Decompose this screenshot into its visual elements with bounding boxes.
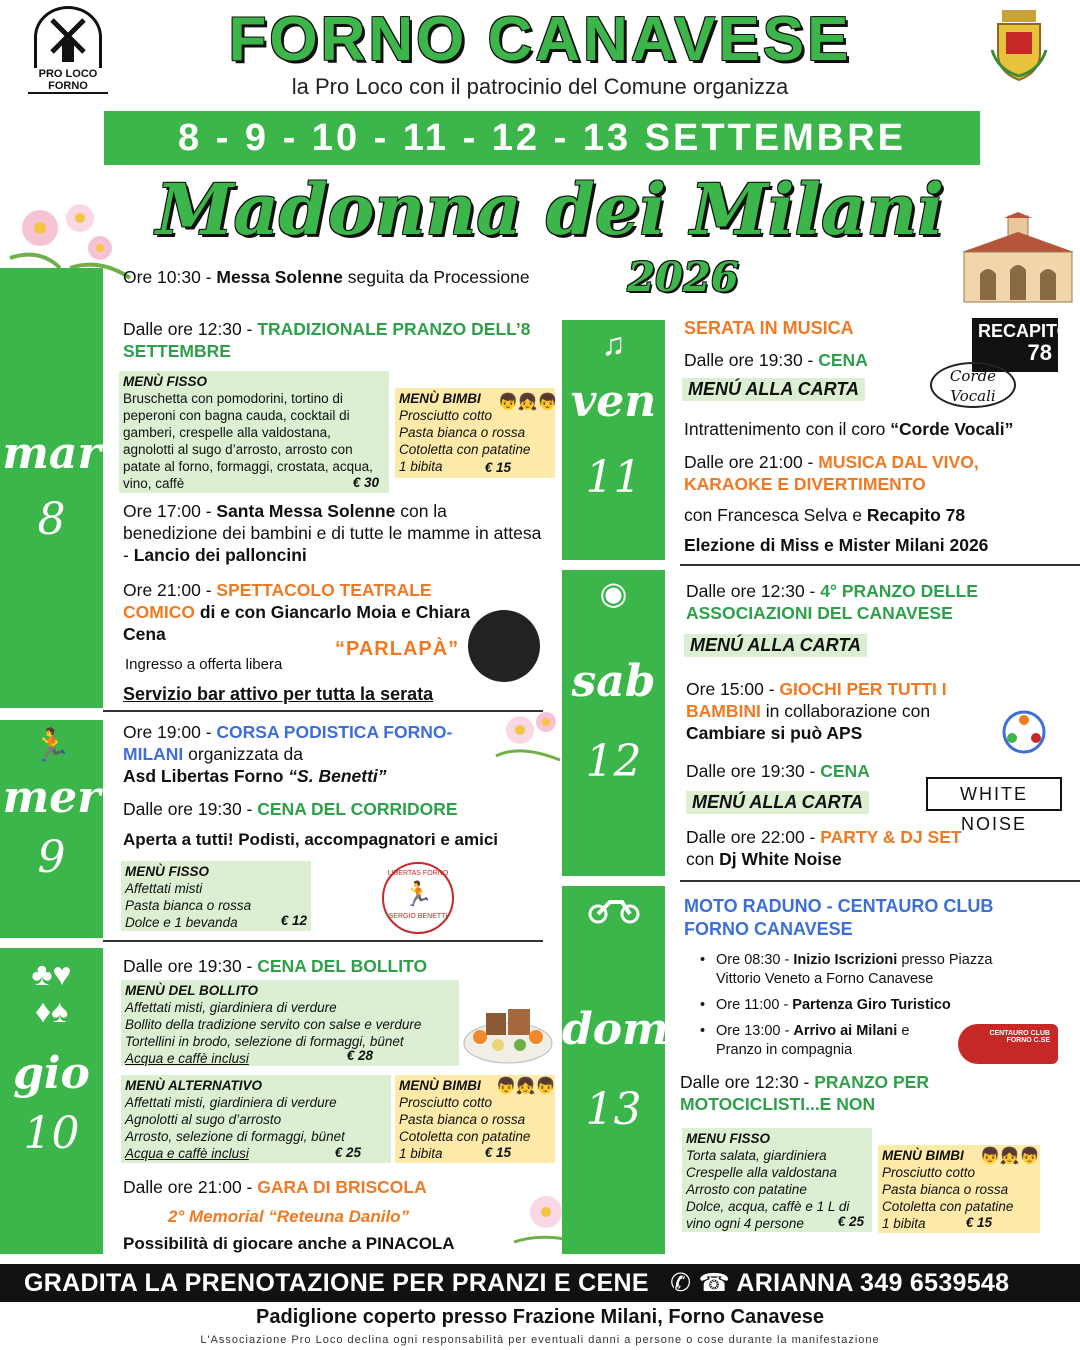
event-time: Ore 19:00 -	[123, 722, 217, 742]
menu-label: MENU FISSO	[686, 1131, 771, 1146]
ven-event-4-detail	[684, 504, 1074, 526]
event-title: CENA	[818, 350, 868, 370]
schedule-time: Ore 11:00 -	[716, 997, 793, 1013]
event-detail: Intrattenimento con il coro	[684, 419, 891, 439]
menu-item: Torta salata, giardiniera	[686, 1148, 827, 1163]
day-name: sab	[571, 656, 656, 707]
event-title: MUSICA DAL VIVO, KARAOKE E DIVERTIMENTO	[684, 452, 979, 494]
comune-crest-icon	[988, 10, 1050, 82]
menu-item: Prosciutto cotto	[882, 1165, 976, 1180]
kids-icon: 👦👧👦	[980, 1148, 1040, 1165]
page-title: FORNO CANAVESE	[228, 5, 852, 74]
event-title: CORSA PODISTICA FORNO-MILANI	[123, 722, 453, 764]
show-name: “PARLAPÀ”	[335, 638, 460, 660]
organizer: Asd Libertas Forno	[123, 766, 289, 786]
schedule-item	[700, 1022, 940, 1060]
menu-item: Acqua e caffè inclusi	[125, 1146, 249, 1161]
menu-price: € 30	[352, 475, 379, 490]
event-title: TRADIZIONALE PRANZO DELL’8 SETTEMBRE	[123, 319, 531, 361]
contact-phone[interactable]: ARIANNA 349 6539548	[736, 1269, 1010, 1297]
gio-event-1	[123, 955, 543, 977]
organizer-name: “S. Benetti”	[288, 766, 387, 786]
menu-price: € 25	[334, 1145, 361, 1160]
day-bar-mar	[0, 268, 103, 708]
event-heading: Madonna dei Milani	[156, 168, 944, 251]
event-time: Dalle ore 19:30 -	[684, 350, 819, 370]
corde-vocali-logo: Corde Vocali	[930, 362, 1016, 408]
logo-number: 78	[1027, 340, 1052, 365]
event-time: Ore 21:00 -	[123, 580, 217, 600]
whatsapp-icon: ✆	[670, 1269, 692, 1297]
mer-note: Aperta a tutti! Podisti, accompagnatori e amici	[123, 830, 499, 849]
menu-item: Crespelle alla valdostana	[686, 1165, 837, 1180]
day-number: 9	[37, 832, 66, 883]
day-number: 13	[585, 1084, 642, 1135]
divider	[103, 710, 543, 712]
event-title: Santa Messa Solenne	[216, 501, 396, 521]
schedule-detail: presso Piazza Vittorio Veneto a Forno Canavese	[716, 952, 993, 987]
day-name: dom	[562, 1004, 669, 1055]
sab-menu-alla-carta-1: MENÚ ALLA CARTA	[684, 634, 867, 657]
day-bar-gio	[0, 948, 103, 1254]
entry-note: Ingresso a offerta libera	[125, 656, 283, 673]
bollito-dish-icon	[462, 985, 554, 1067]
windmill-icon	[46, 16, 90, 64]
event-year: 2026	[627, 254, 739, 301]
ven-event-4	[684, 451, 1064, 495]
event-detail: in collaborazione con	[760, 701, 931, 721]
event-time: Ore 17:00 -	[123, 501, 217, 521]
menu-item: Pasta bianca o rossa	[399, 1112, 526, 1127]
schedule-time: Ore 13:00 -	[716, 1023, 794, 1039]
choir-name: “Corde Vocali”	[890, 419, 1014, 439]
phone-icon: ☎	[698, 1269, 731, 1297]
centauro-logo: CENTAURO CLUB FORNO C.SE	[958, 1024, 1058, 1064]
event-time: Ore 10:30 -	[123, 267, 217, 287]
menu-item: 1 bibita	[882, 1216, 926, 1231]
card-suits-icon: ♣♥ ♦♠	[31, 956, 72, 1029]
event-time: Dalle ore 21:00 -	[123, 1177, 258, 1197]
menu-item: Cotoletta con patatine	[399, 1129, 531, 1144]
menu-price: € 15	[484, 1145, 511, 1160]
logo-line1: PRO LOCO	[38, 68, 98, 80]
day-name: gio	[13, 1048, 90, 1099]
bar-note: Servizio bar attivo per tutta la serata	[123, 684, 434, 704]
dates-banner: 8 - 9 - 10 - 11 - 12 - 13 SETTEMBRE	[104, 111, 980, 165]
event-title: Messa Solenne	[216, 267, 343, 287]
mar-event-1	[123, 266, 543, 288]
event-title: CENA DEL BOLLITO	[257, 956, 428, 976]
mar-event-2	[123, 318, 543, 362]
day-bar-mer	[0, 720, 103, 938]
day-name: ven	[570, 376, 657, 427]
menu-price: € 12	[280, 913, 307, 928]
menu-price: € 15	[965, 1215, 992, 1230]
event-time: Ore 15:00 -	[686, 679, 780, 699]
menu-label: MENÙ BIMBI	[882, 1148, 964, 1163]
sab-menu-alla-carta-2: MENÚ ALLA CARTA	[686, 791, 869, 814]
badge-bottom: SERGIO BENETTI	[388, 913, 448, 920]
event-detail: di e con Giancarlo Moia e Chiara Cena	[123, 602, 471, 644]
menu-item: Affettati misti, giardiniera di verdure	[125, 1095, 337, 1110]
partner-name: Cambiare si può APS	[686, 723, 863, 743]
schedule-title: Arrivo ai Milani	[793, 1023, 898, 1039]
event-detail: con la benedizione dei bambini e di tutte le mamme in attesa -	[123, 501, 542, 565]
kids-icon: 👦👧👦	[496, 1078, 556, 1095]
menu-item: Prosciutto cotto	[399, 1095, 493, 1110]
event-detail: organizzata da	[183, 744, 303, 764]
menu-label: MENÙ FISSO	[125, 864, 210, 879]
menu-item: Affettati misti, giardiniera di verdure	[125, 1000, 337, 1015]
sab-event-2	[686, 678, 986, 744]
gio-event-2	[123, 1176, 543, 1198]
menu-label: MENÙ FISSO	[123, 374, 208, 389]
dom-menu-fisso	[682, 1128, 872, 1232]
day-bar-dom	[562, 886, 669, 1254]
menu-label: MENÙ ALTERNATIVO	[125, 1078, 262, 1093]
menu-price: € 28	[346, 1048, 373, 1063]
event-highlight: Lancio dei palloncini	[133, 545, 307, 565]
ven-event-5: Elezione di Miss e Mister Milani 2026	[684, 535, 989, 555]
event-detail: con Francesca Selva e	[684, 505, 867, 525]
menu-label: MENÙ BIMBI	[399, 1078, 481, 1093]
mer-event-1	[123, 721, 483, 787]
menu-price: € 15	[484, 460, 511, 475]
divider	[680, 880, 1080, 882]
mar-event-4	[123, 579, 483, 645]
ven-menu-alla-carta: MENÚ ALLA CARTA	[682, 378, 865, 401]
event-title: 4° PRANZO DELLE ASSOCIAZIONI DEL CANAVESE	[686, 581, 978, 623]
libertas-badge	[382, 862, 454, 934]
menu-item: Pasta bianca o rossa	[399, 425, 526, 440]
ven-event-1: SERATA IN MUSICA	[684, 318, 854, 338]
gio-menu-bollito	[121, 980, 459, 1066]
runner-icon: 🏃	[31, 727, 72, 763]
dj-name: Dj White Noise	[719, 849, 842, 869]
menu-item: vino ogni 4 persone	[686, 1216, 804, 1231]
event-time: Dalle ore 22:00 -	[686, 827, 821, 847]
event-title: SPETTACOLO TEATRALE COMICO	[123, 580, 432, 622]
event-detail: seguita da Processione	[342, 267, 530, 287]
badge-top: LIBERTAS FORNO	[387, 870, 449, 877]
menu-item: Prosciutto cotto	[399, 408, 493, 423]
day-number: 8	[37, 494, 66, 545]
menu-text: Bruschetta con pomodorini, tortino di peperoni con bagna cauda, cocktail di gamberi, crespelle alla valdostana, agnolotti al sugo d’arrosto, arrosto con patate al forno, formaggi, crostata, acqua, vino, caffè	[123, 391, 373, 491]
event-detail: con	[686, 849, 720, 869]
event-time: Dalle ore 19:30 -	[686, 761, 821, 781]
white-noise-logo: WHITE NOISE	[926, 777, 1062, 811]
church-icon	[958, 212, 1078, 304]
menu-item: 1 bibita	[399, 459, 443, 474]
menu-item: Affettati misti	[125, 881, 203, 896]
cambiare-logo-icon	[1000, 708, 1048, 756]
menu-item: Arrosto con patatine	[686, 1182, 807, 1197]
menu-item: Cotoletta con patatine	[882, 1199, 1014, 1214]
menu-item: Cotoletta con patatine	[399, 442, 531, 457]
dom-event-1: MOTO RADUNO - CENTAURO CLUB FORNO CANAVESE	[684, 896, 994, 939]
event-time: Dalle ore 21:00 -	[684, 452, 819, 472]
event-time: Dalle ore 12:30 -	[123, 319, 258, 339]
menu-label: MENÙ BIMBI	[399, 391, 481, 406]
booking-bar	[0, 1264, 1080, 1302]
menu-item: Pasta bianca o rossa	[882, 1182, 1009, 1197]
menu-item: Dolce, acqua, caffè e 1 L di	[686, 1199, 850, 1214]
logo-line2: FORNO	[28, 80, 108, 94]
event-time: Dalle ore 12:30 -	[686, 581, 821, 601]
divider	[103, 940, 543, 942]
day-name: mar	[2, 428, 101, 479]
divider	[680, 564, 1080, 566]
event-title: PARTY & DJ SET	[820, 827, 962, 847]
booking-text: GRADITA LA PRENOTAZIONE PER PRANZI E CENE	[24, 1269, 649, 1297]
event-time: Dalle ore 19:30 -	[123, 956, 258, 976]
logo-text: RECAPITO	[978, 321, 1071, 341]
mer-menu-fisso	[121, 861, 311, 931]
menu-item: Bollito della tradizione servito con salse e verdure	[125, 1017, 422, 1032]
event-title: GIOCHI PER TUTTI I BAMBINI	[686, 679, 947, 721]
schedule-item	[700, 996, 1040, 1015]
venue-text: Padiglione coperto presso Frazione Milani, Forno Canavese	[256, 1306, 824, 1328]
disclaimer: L'Associazione Pro Loco declina ogni responsabilità per eventuali danni a persone o cose durante la manifestazione	[200, 1334, 880, 1346]
event-title: CENA	[820, 761, 870, 781]
day-number: 10	[23, 1108, 80, 1159]
menu-item: Acqua e caffè inclusi	[125, 1051, 249, 1066]
pro-loco-logo	[28, 6, 108, 94]
gio-note: Possibilità di giocare anche a PINACOLA	[123, 1234, 455, 1253]
event-title: CENA DEL CORRIDORE	[257, 799, 458, 819]
gio-menu-alternativo	[121, 1075, 391, 1163]
schedule-title: Inizio Iscrizioni	[793, 952, 898, 968]
mer-event-2	[123, 798, 543, 820]
disco-ball-icon: ◉	[599, 575, 628, 611]
event-title: GARA DI BRISCOLA	[257, 1177, 427, 1197]
menu-item: Agnolotti al sugo d’arrosto	[125, 1112, 282, 1127]
day-bar-sab	[562, 570, 665, 876]
menu-price: € 25	[837, 1214, 864, 1229]
mar-menu-fisso	[119, 371, 389, 493]
music-note-icon: ♫	[601, 326, 626, 362]
day-bar-ven	[562, 320, 665, 560]
band-name: Recapito 78	[866, 505, 966, 525]
menu-item: Dolce e 1 bevanda	[125, 915, 238, 930]
kids-icon: 👦👧👦	[498, 394, 558, 411]
day-name: mer	[2, 772, 101, 823]
schedule-title: Partenza Giro Turistico	[792, 997, 951, 1013]
runners-icon: 🏃	[403, 881, 433, 908]
mar-event-3	[123, 500, 543, 566]
schedule-item	[700, 951, 1040, 989]
event-time: Dalle ore 19:30 -	[123, 799, 258, 819]
menu-item: Arrosto, selezione di formaggi, bünet	[125, 1129, 345, 1144]
event-title: PRANZO PER MOTOCICLISTI...E NON	[680, 1072, 929, 1114]
performer-photo	[468, 610, 540, 682]
subtitle: la Pro Loco con il patrocinio del Comune organizza	[291, 74, 789, 99]
menu-item: 1 bibita	[399, 1146, 443, 1161]
memorial: 2° Memorial “Reteuna Danilo”	[168, 1207, 410, 1226]
ven-event-2	[684, 349, 944, 371]
sab-event-4	[686, 826, 1066, 870]
schedule-detail: e Pranzo in compagnia	[716, 1023, 910, 1058]
sab-event-1	[686, 580, 1066, 624]
event-time: Dalle ore 12:30 -	[680, 1072, 815, 1092]
menu-label: MENÙ DEL BOLLITO	[125, 983, 259, 998]
schedule-time: Ore 08:30 -	[716, 952, 794, 968]
dom-event-2	[680, 1071, 1010, 1115]
day-number: 11	[585, 452, 642, 503]
day-number: 12	[585, 736, 642, 787]
motorcycle-icon	[588, 894, 640, 924]
ven-event-3	[684, 418, 1074, 440]
menu-item: Pasta bianca o rossa	[125, 898, 252, 913]
menu-item: Tortellini in brodo, selezione di formaggi, bünet	[125, 1034, 404, 1049]
